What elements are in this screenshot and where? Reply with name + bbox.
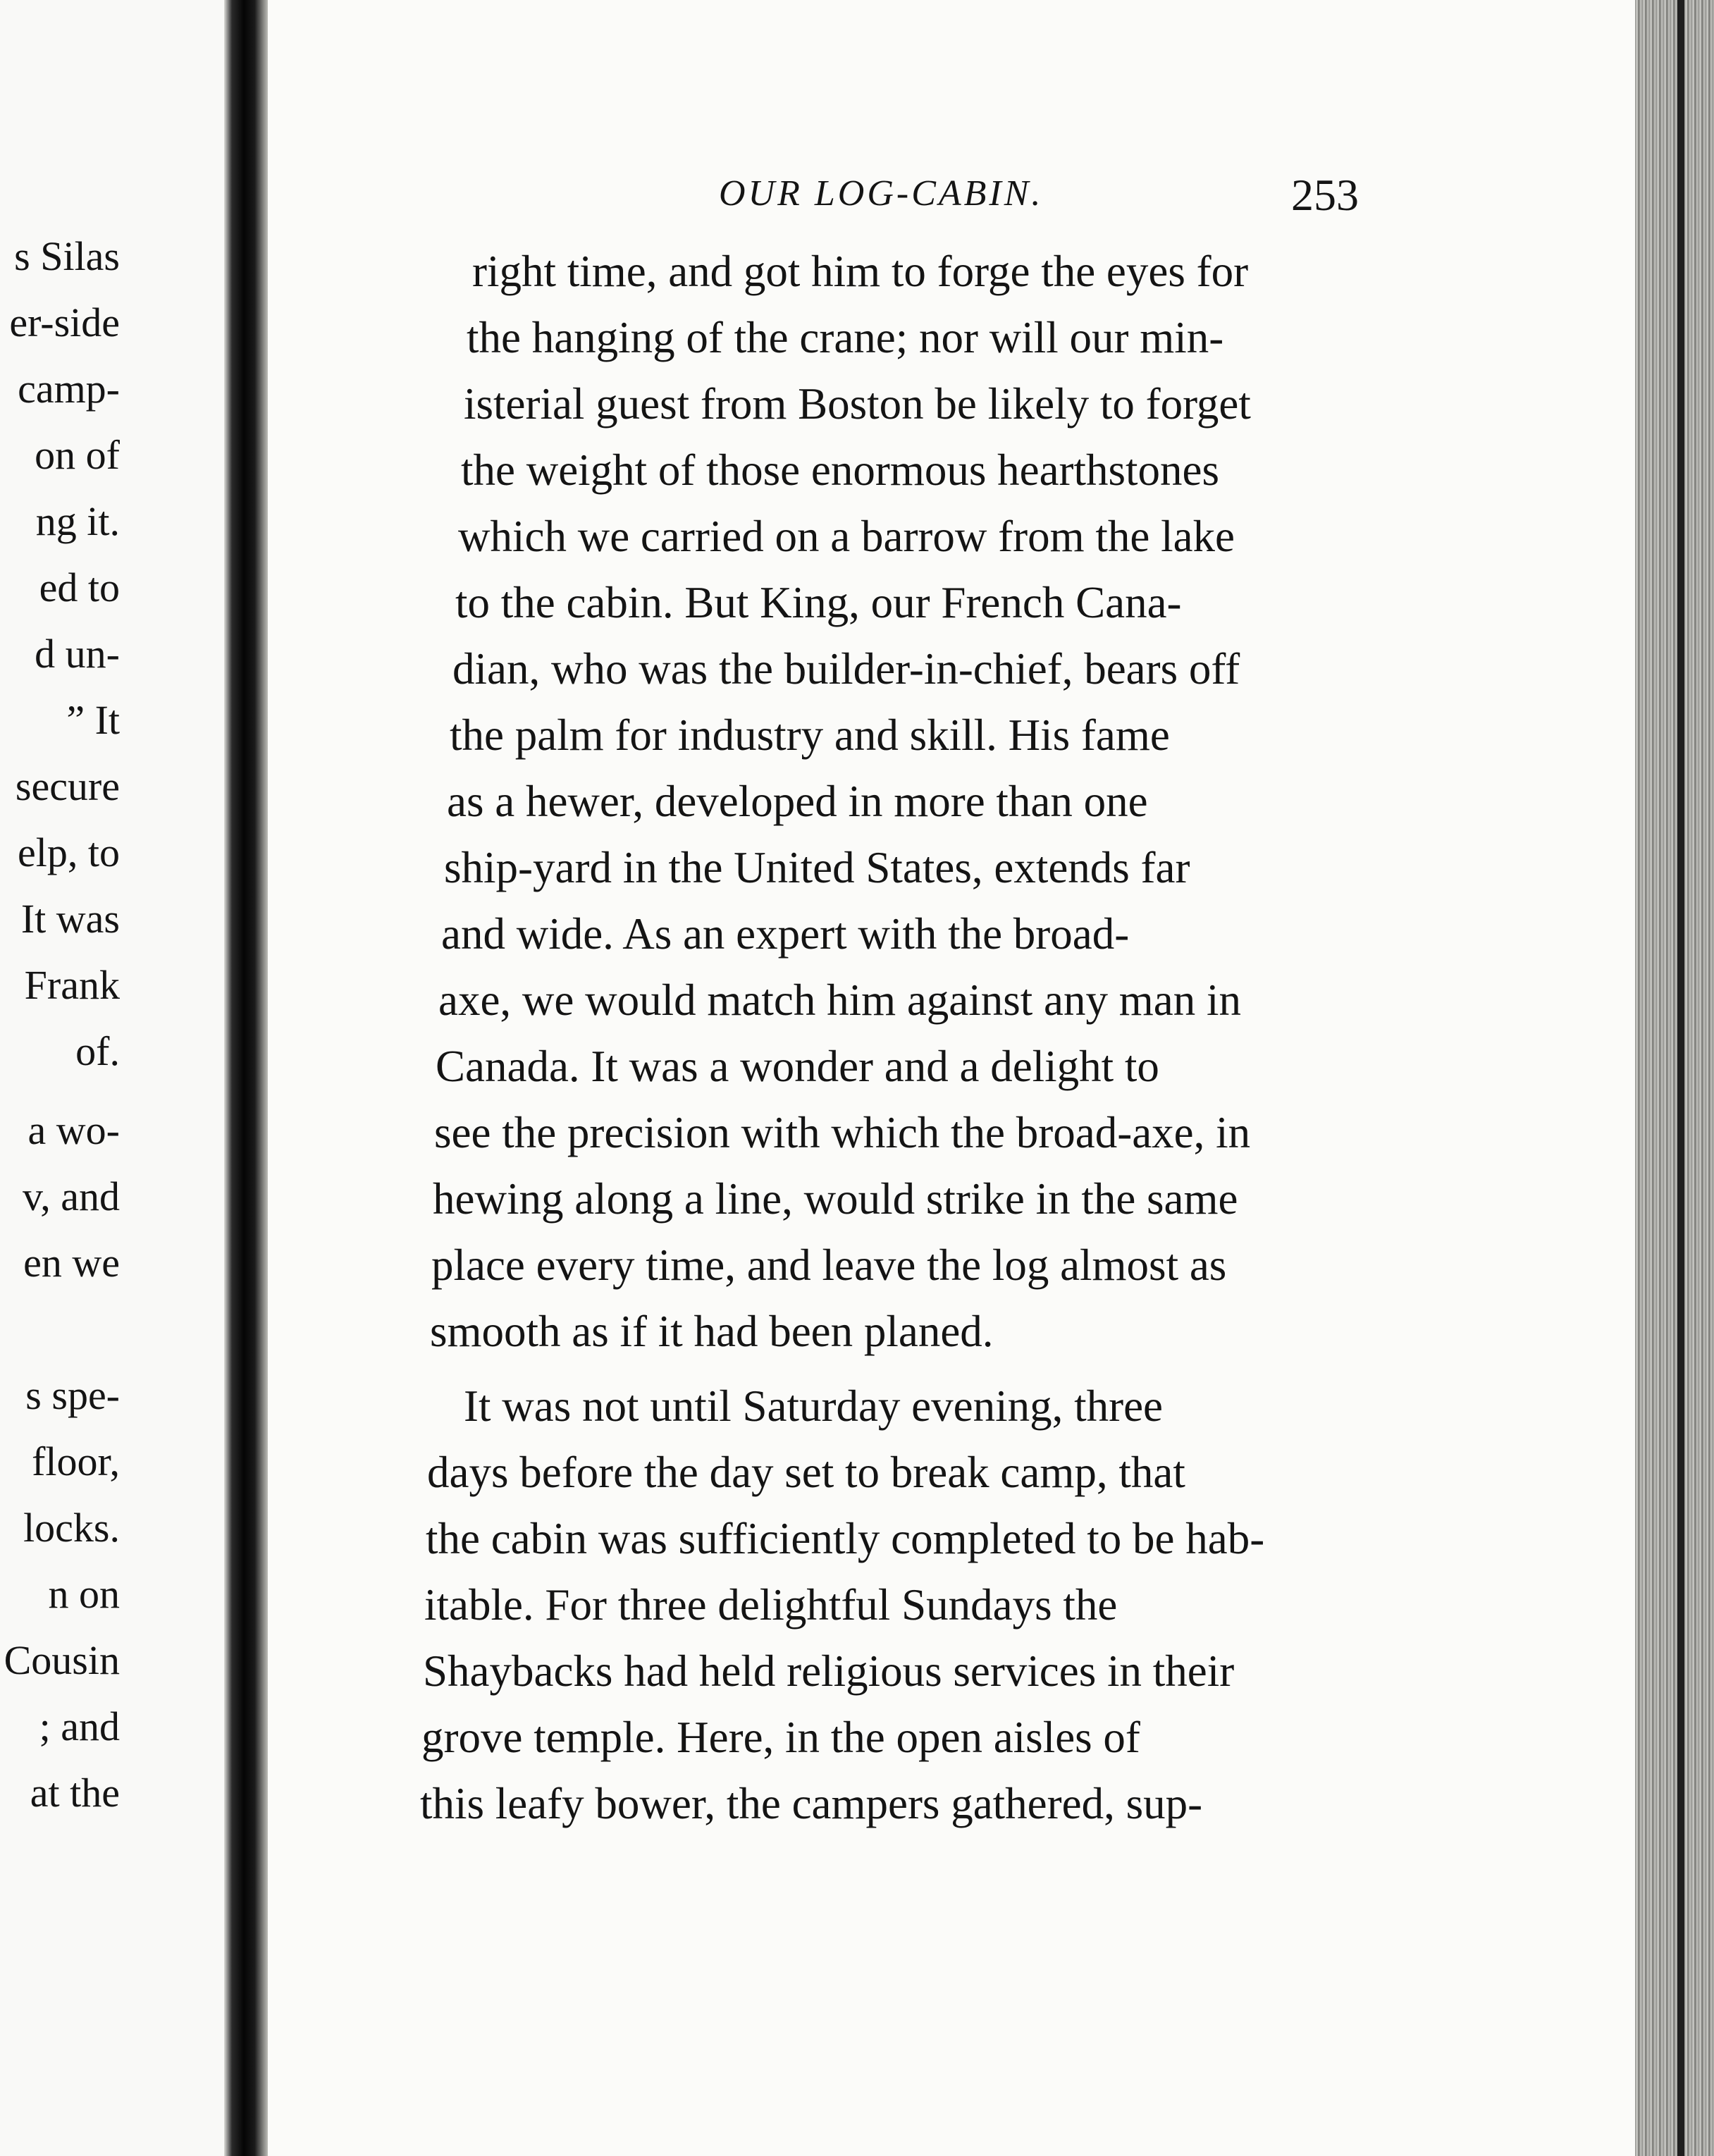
previous-page-line: n on — [48, 1571, 120, 1617]
running-head: OUR LOG-CABIN. — [719, 173, 1044, 214]
previous-page-line: at the — [30, 1770, 120, 1816]
text-line: It was not until Saturday evening, three — [464, 1381, 1164, 1431]
previous-page-line: s spe- — [25, 1372, 120, 1418]
text-line: and wide. As an expert with the broad- — [441, 909, 1130, 959]
previous-page-line: er-side — [9, 300, 120, 345]
previous-page — [0, 0, 229, 2156]
text-line: place every time, and leave the log almost as — [431, 1240, 1227, 1290]
text-line: right time, and got him to forge the eyes for — [472, 247, 1249, 296]
text-line: Shaybacks had held religious services in their — [423, 1646, 1235, 1696]
text-line: as a hewer, developed in more than one — [447, 777, 1148, 826]
page-edge-shadow — [1677, 0, 1684, 2156]
text-line: see the precision with which the broad-axe, in — [434, 1108, 1251, 1157]
book-gutter — [224, 0, 268, 2156]
text-line: ship-yard in the United States, extends far — [444, 843, 1190, 892]
previous-page-line: v, and — [23, 1174, 120, 1219]
previous-page-line: on of — [35, 432, 120, 478]
previous-page-line: camp- — [18, 366, 120, 412]
previous-page-line: ; and — [39, 1704, 120, 1749]
previous-page-line: locks. — [23, 1505, 120, 1551]
previous-page-line: Frank — [24, 962, 120, 1008]
text-line: isterial guest from Boston be likely to forget — [464, 379, 1251, 429]
previous-page-line: d un- — [35, 631, 120, 677]
previous-page-line: of. — [75, 1028, 120, 1074]
previous-page-line: It was — [20, 896, 120, 942]
previous-page-line: a wo- — [27, 1107, 120, 1153]
previous-page-line: elp, to — [18, 830, 120, 875]
text-line: the weight of those enormous hearthstones — [461, 445, 1220, 495]
text-line: Canada. It was a wonder and a delight to — [436, 1042, 1159, 1091]
text-line: grove temple. Here, in the open aisles of — [421, 1713, 1140, 1762]
text-line: dian, who was the builder-in-chief, bears off — [452, 644, 1240, 694]
page-edges — [1635, 0, 1714, 2156]
previous-page-line: ed to — [39, 565, 120, 610]
text-line: itable. For three delightful Sundays the — [424, 1580, 1118, 1630]
previous-page-line: secure — [15, 763, 120, 809]
text-line: hewing along a line, would strike in the same — [433, 1174, 1238, 1224]
text-line: the cabin was sufficiently completed to be hab- — [426, 1514, 1265, 1563]
text-line: this leafy bower, the campers gathered, sup- — [420, 1779, 1203, 1828]
text-line: days before the day set to break camp, that — [427, 1448, 1185, 1497]
text-line: which we carried on a barrow from the lake — [458, 512, 1235, 561]
previous-page-line: floor, — [32, 1439, 120, 1484]
text-line: to the cabin. But King, our French Cana- — [455, 578, 1182, 627]
previous-page-line: ” It — [66, 697, 120, 743]
previous-page-line: s Silas — [14, 233, 120, 279]
text-line: axe, we would match him against any man in — [438, 975, 1241, 1025]
previous-page-line: Cousin — [4, 1637, 120, 1683]
book-page — [268, 0, 1635, 2156]
page-number: 253 — [1291, 170, 1359, 220]
text-line: the palm for industry and skill. His fame — [450, 710, 1170, 760]
previous-page-line: ng it. — [35, 498, 120, 544]
previous-page-line: en we — [23, 1240, 120, 1286]
text-line: the hanging of the crane; nor will our min- — [467, 313, 1224, 362]
text-line: smooth as if it had been planed. — [430, 1307, 994, 1356]
